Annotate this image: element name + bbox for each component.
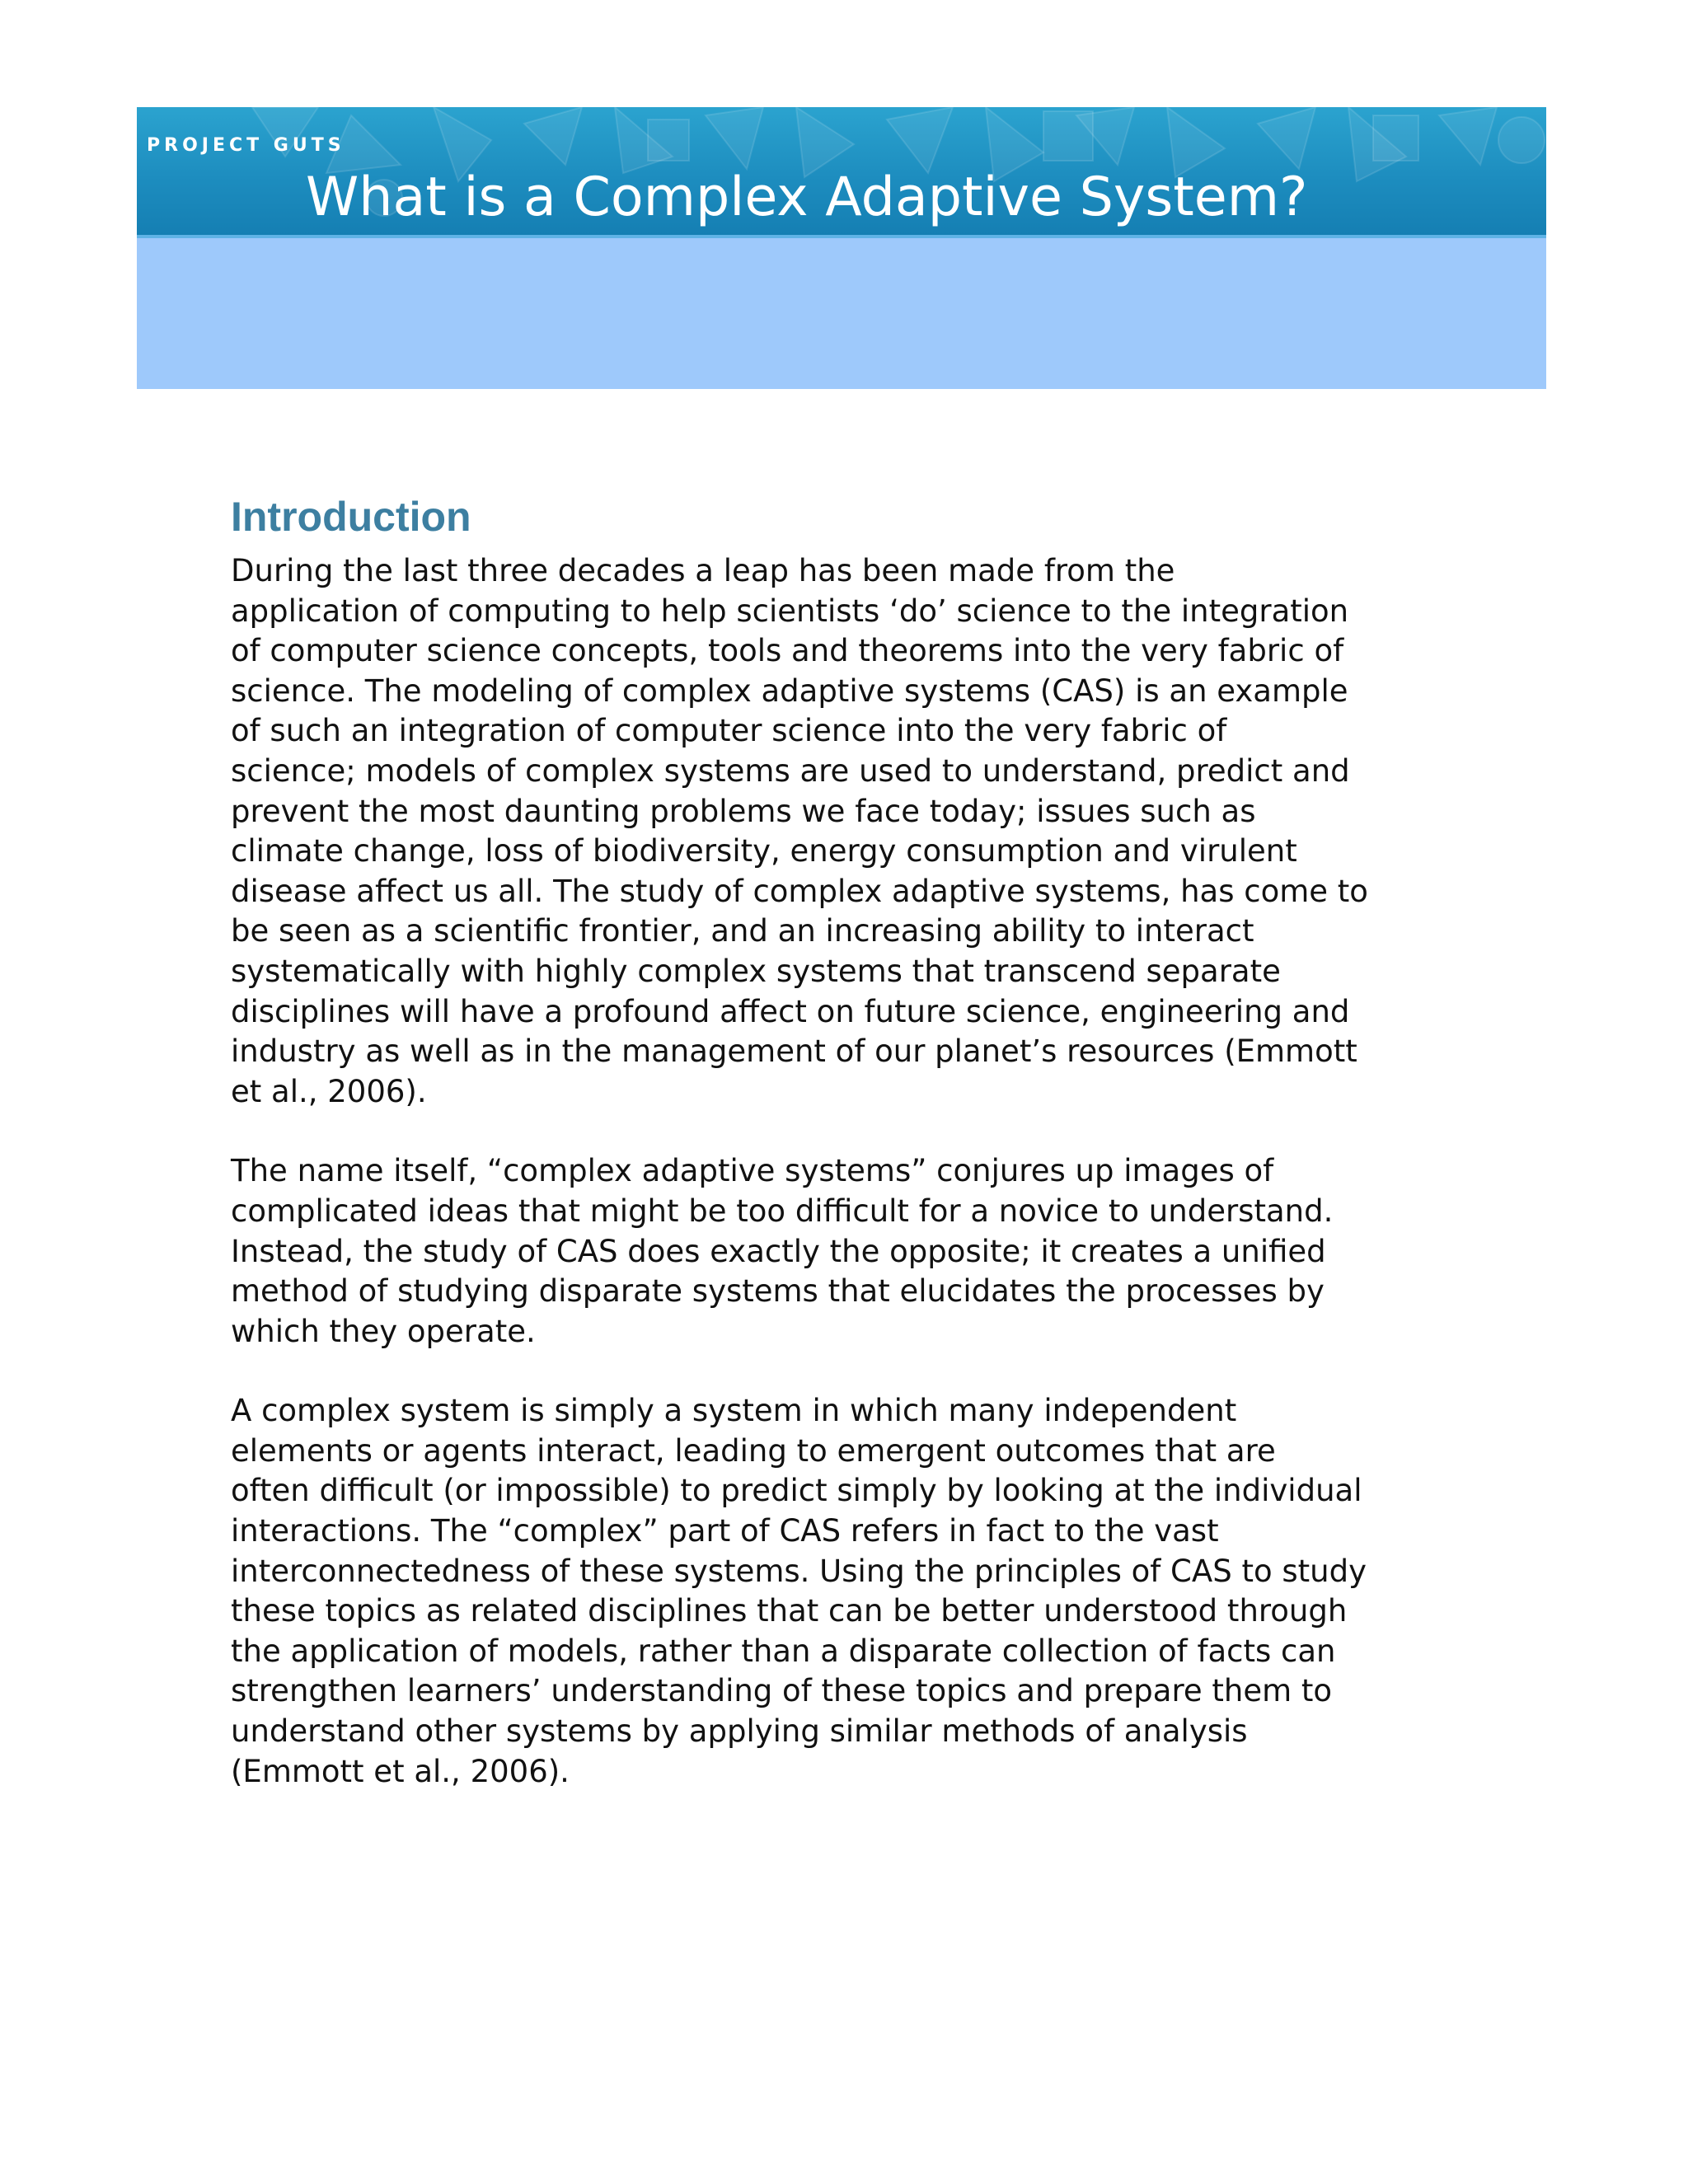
text-line: of computer science concepts, tools and theorems into the very fabric of xyxy=(231,633,1344,669)
text-line: elements or agents interact, leading to emergent outcomes that are xyxy=(231,1432,1276,1469)
text-line: et al., 2006). xyxy=(231,1073,427,1109)
text-line: (Emmott et al., 2006). xyxy=(231,1753,570,1789)
text-line: method of studying disparate systems that elucidates the processes by xyxy=(231,1273,1325,1310)
text-line: science; models of complex systems are used to understand, predict and xyxy=(231,752,1350,789)
text-line: prevent the most daunting problems we face today; issues such as xyxy=(231,793,1256,829)
text-line: often difficult (or impossible) to predict simply by looking at the individual xyxy=(231,1473,1362,1509)
text-line: climate change, loss of biodiversity, energy consumption and virulent xyxy=(231,833,1297,869)
text-line: application of computing to help scientists ‘do’ science to the integration xyxy=(231,593,1349,629)
text-line: these topics as related disciplines that can be better understood through xyxy=(231,1593,1348,1629)
text-line: Instead, the study of CAS does exactly the opposite; it creates a unified xyxy=(231,1233,1326,1269)
header-banner xyxy=(137,107,1546,389)
text-line: disciplines will have a profound affect on future science, engineering and xyxy=(231,993,1350,1029)
text-line: the application of models, rather than a disparate collection of facts can xyxy=(231,1633,1336,1669)
text-line: which they operate. xyxy=(231,1313,536,1349)
text-line: interconnectedness of these systems. Using the principles of CAS to study xyxy=(231,1553,1367,1589)
page-title: What is a Complex Adaptive System? xyxy=(306,166,1308,228)
text-line: be seen as a scientific frontier, and an increasing ability to interact xyxy=(231,913,1254,949)
section-heading: Introduction xyxy=(231,494,471,540)
paragraph-2 xyxy=(231,1151,1418,1352)
paragraph-1 xyxy=(231,551,1418,1112)
text-line: A complex system is simply a system in which many independent xyxy=(231,1393,1237,1429)
text-line: disease affect us all. The study of complex adaptive systems, has come to xyxy=(231,873,1368,909)
text-line: complicated ideas that might be too difficult for a novice to understand. xyxy=(231,1193,1334,1229)
banner-title-bar xyxy=(137,107,1546,235)
text-line: During the last three decades a leap has been made from the xyxy=(231,553,1175,588)
paragraph-3 xyxy=(231,1391,1418,1792)
text-line: interactions. The “complex” part of CAS refers in fact to the vast xyxy=(231,1513,1219,1549)
document-body xyxy=(231,490,1418,1831)
text-line: understand other systems by applying similar methods of analysis xyxy=(231,1713,1248,1750)
text-line: of such an integration of computer science into the very fabric of xyxy=(231,713,1227,749)
banner-divider xyxy=(137,235,1546,238)
kicker-label: PROJECT GUTS xyxy=(147,135,345,156)
text-line: science. The modeling of complex adaptive systems (CAS) is an example xyxy=(231,673,1348,709)
text-line: strengthen learners’ understanding of these topics and prepare them to xyxy=(231,1673,1333,1709)
text-line: industry as well as in the management of our planet’s resources (Emmott xyxy=(231,1033,1357,1070)
text-line: The name itself, “complex adaptive systems” conjures up images of xyxy=(231,1153,1274,1189)
text-line: systematically with highly complex systems that transcend separate xyxy=(231,953,1281,989)
